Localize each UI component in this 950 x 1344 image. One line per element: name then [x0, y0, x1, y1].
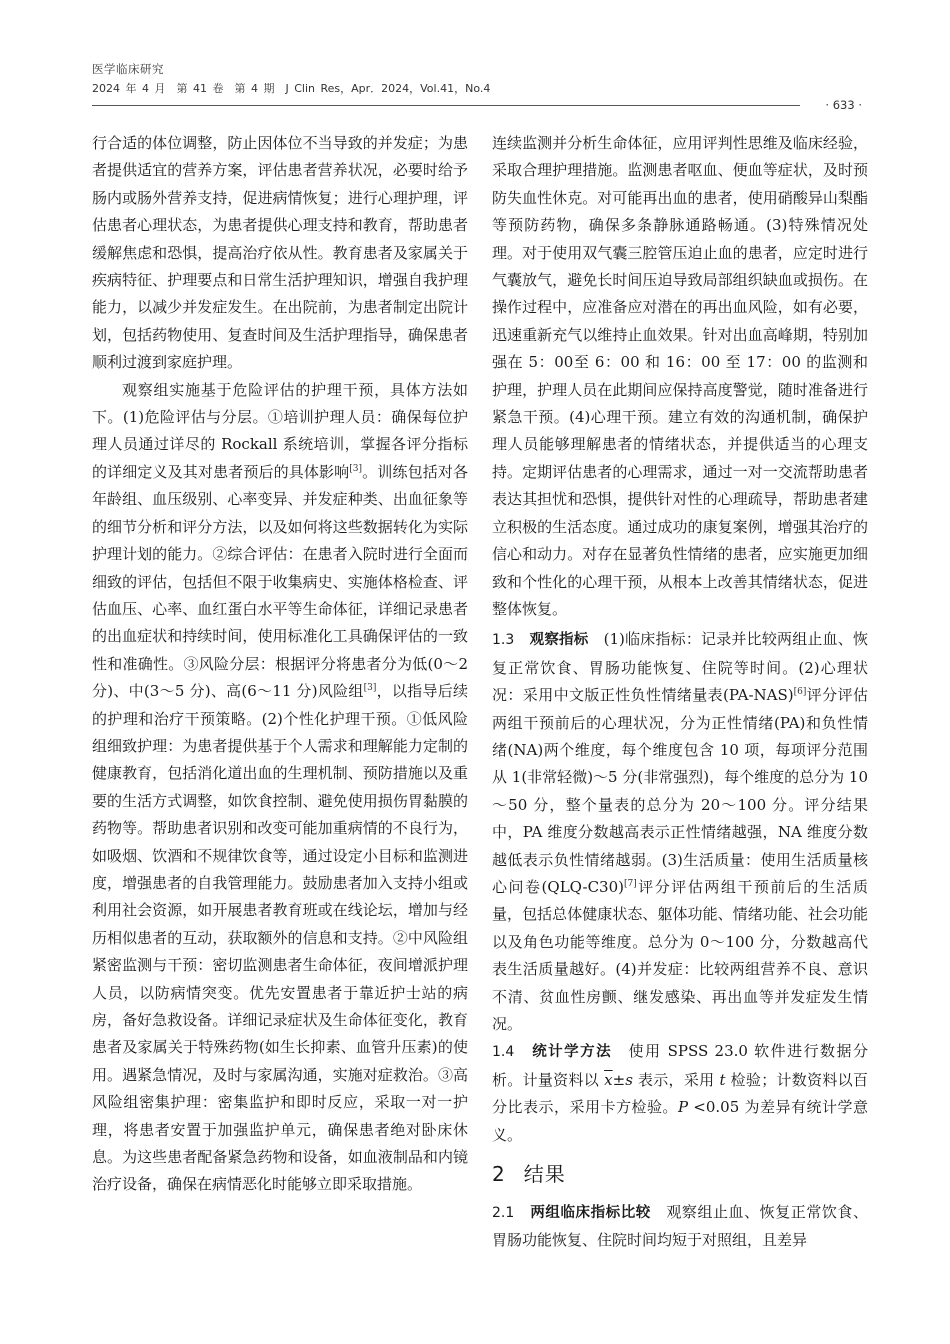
math-t: t: [719, 1070, 726, 1089]
heading-results: [492, 1159, 868, 1189]
text-segment: 观察组实施基于危险评估的护理干预，具体方法如下。(1)危险评估与分层。①培训护理人员：确保每位护理人员通过详尽的 Rockall 系统培训，掌握各评分指标的详细定义及其对患者预后的具体影响: [92, 380, 468, 481]
section-title: 两组临床指标比较: [530, 1205, 651, 1222]
citation-ref: [7]: [624, 878, 637, 889]
section-1-3: [492, 626, 868, 1038]
heading-number: 2: [492, 1162, 506, 1187]
text-segment: <0.05 为差异有统计学意义。: [492, 1098, 868, 1144]
math-mean: $\overline{x}$: [604, 1070, 613, 1089]
text-segment: 检验；计数资料以百分比表示，采用卡方检验。: [492, 1070, 868, 1117]
section-number: 1.3: [492, 632, 515, 649]
citation-ref: [3]: [363, 683, 377, 694]
math-p: P: [677, 1098, 689, 1117]
right-column: [492, 130, 868, 1255]
left-column: [92, 130, 468, 1199]
section-title: 统计学方法: [532, 1044, 613, 1061]
text-segment: 评分评估两组干预前后的生活质量，包括总体健康状态、躯体功能、情绪功能、社会功能以及角色功能等维度。总分为 0～100 分，分数越高代表生活质量越好。(4)并发症：比较两组营养不良、意识不清、贫血性房颤、继发感染、再出血等并发症发生情况。: [492, 877, 868, 1033]
section-title: 观察指标: [529, 632, 589, 649]
text-segment: 观察组止血、恢复正常饮食、胃肠功能恢复、住院时间均短于对照组，且差异: [492, 1203, 868, 1250]
section-number: 2.1: [492, 1205, 515, 1222]
math-symbol: ±: [612, 1070, 626, 1089]
section-2-1: [492, 1199, 868, 1255]
paragraph-monitoring: 连续监测并分析生命体征，应用评判性思维及临床经验，采取合理护理措施。监测患者呕血、便血等症状，及时预防失血性休克。对可能再出血的患者，使用硝酸异山梨酯等预防药物，确保多条静脉通路畅通。(3)特殊情况处理。对于使用双气囊三腔管压迫止血的患者，应定时进行气囊放气，避免长时间压迫导致局部组织缺血或损伤。在操作过程中，应准备应对潜在的再出血风险，如有必要，迅速重新充气以维持止血效果。针对出血高峰期，特别加强在 5：00至 6：00 和 16：00 至 17：00 的监测和护理，护理人员在此期间应保持高度警觉，随时准备进行紧急干预。(4)心理干预。建立有效的沟通机制，确保护理人员能够理解患者的情绪状态，并提供适当的心理支持。定期评估患者的心理需求，通过一对一交流帮助患者表达其担忧和恐惧，提供针对性的心理疏导，帮助患者建立积极的生活态度。通过成功的康复案例，增强其治疗的信心和动力。对存在显著负性情绪的患者，应实施更加细致和个性化的心理干预，从根本上改善其情绪状态，促进整体恢复。: [492, 134, 868, 618]
section-1-4: [492, 1038, 868, 1149]
section-number: 1.4: [492, 1044, 515, 1061]
math-sd: s: [625, 1070, 633, 1089]
issue-line: 2024 年 4 月 第 41 卷 第 4 期 J Clin Res，Apr．2024，Vol.41，No.4: [92, 82, 491, 95]
header-rule: [92, 105, 808, 106]
journal-name: 医学临床研究: [92, 62, 164, 76]
page-number: · 633 ·: [800, 98, 862, 112]
text-segment: 评分评估两组干预前后的心理状况，分为正性情绪(PA)和负性情绪(NA)两个维度，每个维度包含 10 项，每项评分范围从 1(非常轻微)～5 分(非常强烈)，每个维度的总分为 10～50 分，整个量表的总分为 20～100 分。评分结果中，PA 维度分数越高表示正性情绪越强，NA 维度分数越低表示负性情绪越弱。(3)生活质量：使用生活质量核心问卷(QLQ-C30): [492, 686, 868, 896]
heading-title: 结果: [523, 1162, 566, 1187]
text-segment: 表示，采用: [632, 1070, 720, 1089]
citation-ref: [6]: [793, 687, 807, 698]
text-segment: 使用 SPSS 23.0 软件进行数据分析。计量资料以: [492, 1042, 868, 1089]
paragraph-nursing-routine: 行合适的体位调整，防止因体位不当导致的并发症；为患者提供适宜的营养方案，评估患者营养状况，必要时给予肠内或肠外营养支持，促进病情恢复；进行心理护理，评估患者心理状态，为患者提供心理支持和教育，帮助患者缓解焦虑和恐惧，提高治疗依从性。教育患者及家属关于疾病特征、护理要点和日常生活护理知识，增强自我护理能力，以减少并发症发生。在出院前，为患者制定出院计划，包括药物使用、复查时间及生活护理指导，确保患者顺利过渡到家庭护理。: [92, 134, 468, 372]
paragraph-risk-assessment: [92, 377, 468, 1199]
text-segment: ，以指导后续的护理和治疗干预策略。(2)个性化护理干预。①低风险组细致护理：为患者提供基于个人需求和理解能力定制的健康教育，包括消化道出血的生理机制、预防措施以及重要的生活方式调整，如饮食控制、避免使用损伤胃黏膜的药物等。帮助患者识别和改变可能加重病情的不良行为，如吸烟、饮酒和不规律饮食等，通过设定小目标和监测进度，增强患者的自我管理能力。鼓励患者加入支持小组或利用社会资源，如开展患者教育班或在线论坛，增加与经历相似患者的互动，获取额外的信息和支持。②中风险组紧密监测与干预：密切监测患者生命体征，夜间增派护理人员，以防病情突变。优先安置患者于靠近护士站的病房，备好急救设备。详细记录症状及生命体征变化，教育患者及家属关于特殊药物(如生长抑素、血管升压素)的使用。遇紧急情况，及时与家属沟通，实施对症救治。③高风险组密集护理：密集监护和即时反应，采取一对一护理，将患者安置于加强监护单元，确保患者绝对卧床休息。为这些患者配备紧急药物和设备，如血液制品和内镜治疗设备，确保在病情恶化时能够立即采取措施。: [92, 682, 468, 1194]
text-segment: 。训练包括对各年龄组、血压级别、心率变异、并发症种类、出血征象等的细节分析和评分方法，以及如何将这些数据转化为实际护理计划的能力。②综合评估：在患者入院时进行全面而细致的评估，包括但不限于收集病史、实施体格检查、评估血压、心率、血红蛋白水平等生命体征，详细记录患者的出血症状和持续时间，使用标准化工具确保评估的一致性和准确性。③风险分层：根据评分将患者分为低(0～2 分)、中(3～5 分)、高(6～11 分)风险组: [92, 462, 468, 701]
text-segment: (1)临床指标：记录并比较两组止血、恢复正常饮食、胃肠功能恢复、住院等时间。(2)心理状况：采用中文版正性负性情绪量表(PA-NAS): [492, 630, 868, 705]
citation-ref: [3]: [349, 463, 363, 474]
